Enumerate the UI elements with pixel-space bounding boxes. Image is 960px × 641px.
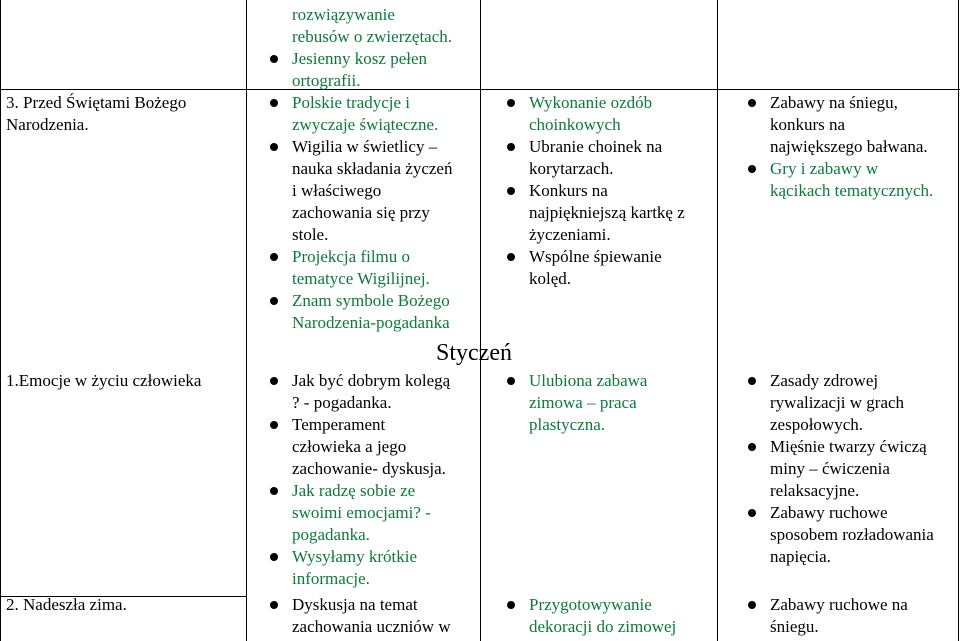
bullet-icon	[270, 421, 278, 429]
list-item: Zabawy na śniegu, konkurs na największego bałwana.	[744, 92, 958, 158]
list-item: Dyskusja na temat zachowania uczniów w	[266, 594, 476, 638]
bullet-icon	[507, 187, 515, 195]
bullet-icon	[507, 601, 515, 609]
cell-row1-col3	[503, 92, 715, 290]
topic-cell-christmas	[6, 92, 242, 136]
list-item: Ubranie choinek na korytarzach.	[503, 136, 715, 180]
bullet-icon	[748, 99, 756, 107]
row-divider-1	[0, 89, 960, 90]
topic-cell-winter	[6, 594, 242, 616]
list-item: Projekcja filmu o tematyce Wigilijnej.	[266, 246, 476, 290]
list-item: Zabawy ruchowe sposobem rozładowania napięcia.	[744, 502, 958, 568]
bullet-icon	[270, 55, 278, 63]
bullet-icon	[270, 553, 278, 561]
list-item: Gry i zabawy w kącikach tematycznych.	[744, 158, 958, 202]
bullet-icon	[507, 99, 515, 107]
topic-line: 3. Przed Świętami Bożego	[6, 93, 187, 112]
bullet-icon	[507, 143, 515, 151]
list-item: Wykonanie ozdób choinkowych	[503, 92, 715, 136]
list-item: Zabawy ruchowe na śniegu.	[744, 594, 958, 638]
table-border-col3	[717, 0, 718, 641]
bullet-icon	[270, 377, 278, 385]
cell-row1-col2	[266, 92, 476, 334]
list-item	[266, 4, 476, 48]
list-item: Jak być dobrym kolegą ? - pogadanka.	[266, 370, 476, 414]
topic-cell-emotions	[6, 370, 242, 392]
bullet-icon	[748, 165, 756, 173]
list-item: Polskie tradycje i zwyczaje świąteczne.	[266, 92, 476, 136]
bullet-icon	[270, 487, 278, 495]
bullet-icon	[748, 377, 756, 385]
list-item: Konkurs na najpiękniejszą kartkę z życzeniami.	[503, 180, 715, 246]
line-text: rozwiązywanie	[292, 5, 395, 24]
list-item: Jak radzę sobie ze swoimi emocjami? - pogadanka.	[266, 480, 476, 546]
month-heading: Styczeń	[436, 340, 512, 366]
list-item: Temperament człowieka a jego zachowanie- dyskusja.	[266, 414, 476, 480]
list-item: Ulubiona zabawa zimowa – praca plastyczna.	[503, 370, 715, 436]
line-text: ortografii.	[292, 71, 361, 90]
cell-row1-col4	[744, 92, 958, 202]
table-border-col2	[480, 0, 481, 641]
bullet-icon	[270, 143, 278, 151]
bullet-icon	[748, 601, 756, 609]
bullet-icon	[270, 99, 278, 107]
topic-line: Narodzenia.	[6, 115, 89, 134]
topic-line: 2. Nadeszła zima.	[6, 595, 127, 614]
bullet-icon	[270, 253, 278, 261]
list-item: Zasady zdrowej rywalizacji w grach zespołowych.	[744, 370, 958, 436]
list-item: Wspólne śpiewanie kolęd.	[503, 246, 715, 290]
bullet-icon	[270, 601, 278, 609]
bullet-icon	[270, 297, 278, 305]
bullet-icon	[507, 253, 515, 261]
cell-row2-col4	[744, 370, 958, 568]
cell-row3-col4	[744, 594, 958, 638]
list-item	[266, 48, 476, 92]
cell-row2-col3	[503, 370, 715, 436]
cell-row0-col2	[266, 4, 476, 92]
table-border-left	[0, 0, 1, 641]
table-border-col1	[246, 0, 247, 641]
topic-line: 1.Emocje w życiu człowieka	[6, 371, 202, 390]
list-item: Mięśnie twarzy ćwiczą miny – ćwiczenia relaksacyjne.	[744, 436, 958, 502]
bullet-icon	[748, 509, 756, 517]
cell-row3-col3	[503, 594, 715, 638]
bullet-icon	[507, 377, 515, 385]
list-item: Wysyłamy krótkie informacje.	[266, 546, 476, 590]
cell-row3-col2	[266, 594, 476, 638]
list-item: Przygotowywanie dekoracji do zimowej	[503, 594, 715, 638]
list-item: Znam symbole Bożego Narodzenia-pogadanka	[266, 290, 476, 334]
cell-row2-col2	[266, 370, 476, 590]
line-text: rebusów o zwierzętach.	[292, 27, 453, 46]
table-border-right	[958, 0, 959, 641]
list-item: Wigilia w świetlicy – nauka składania życzeń i właściwego zachowania się przy stole.	[266, 136, 476, 246]
line-text: Jesienny kosz pełen	[292, 49, 428, 68]
bullet-icon	[748, 443, 756, 451]
